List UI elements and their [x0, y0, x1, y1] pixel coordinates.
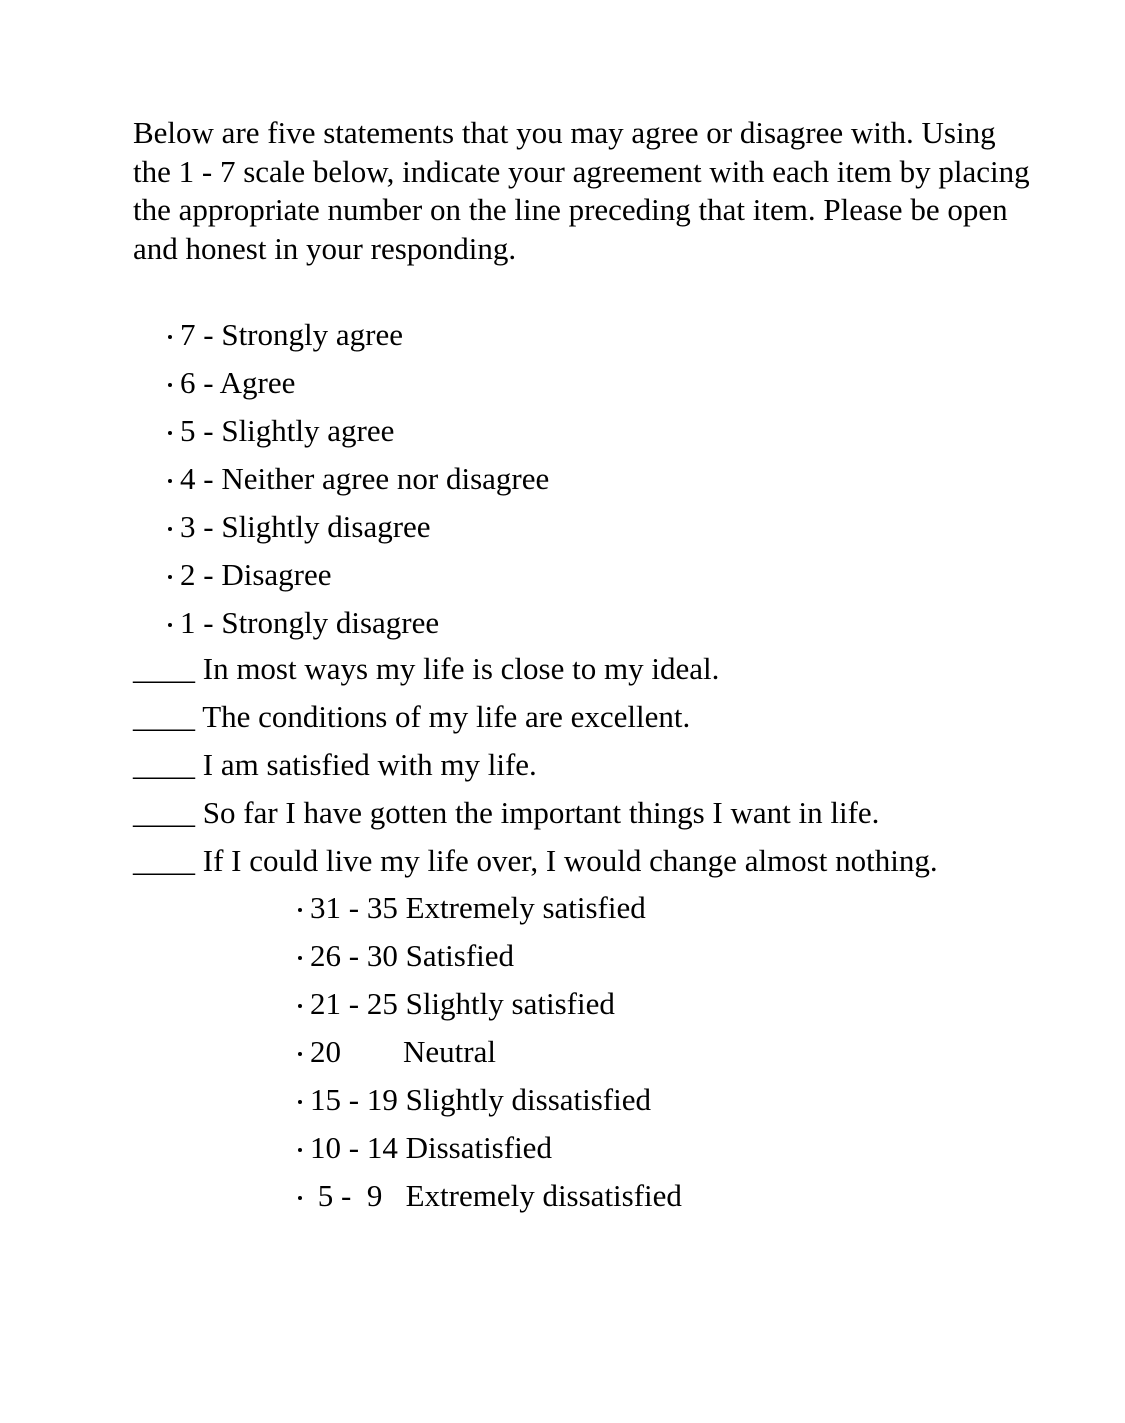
scoring-key-list: [310, 884, 682, 1220]
scoring-item-label: 15 - 19 Slightly dissatisfied: [310, 1082, 651, 1117]
bullet-icon: [168, 383, 172, 387]
statement-item: ____ If I could live my life over, I would change almost nothing.: [133, 843, 938, 878]
bullet-icon: [168, 623, 172, 627]
statement-item: ____ The conditions of my life are excellent.: [133, 699, 691, 734]
scale-item-label: 7 - Strongly agree: [180, 317, 403, 352]
bullet-icon: [168, 431, 172, 435]
instructions-paragraph: Below are five statements that you may agree or disagree with. Using the 1 - 7 scale below, indicate your agreement with each item by placing the appropriate number on the line preceding that item. Please be open and honest in your responding.: [133, 115, 1030, 266]
scale-item-label: 3 - Slightly disagree: [180, 509, 431, 544]
bullet-icon: [298, 1100, 302, 1104]
bullet-icon: [168, 335, 172, 339]
scale-item-label: 6 - Agree: [180, 365, 296, 400]
scale-item-label: 2 - Disagree: [180, 557, 332, 592]
scoring-item-label: 20 Neutral: [310, 1034, 496, 1069]
statement-list: [133, 645, 938, 885]
scoring-item: [310, 1076, 682, 1124]
scale-item: [180, 407, 549, 455]
scale-item: [180, 503, 549, 551]
scale-item-label: 4 - Neither agree nor disagree: [180, 461, 550, 496]
scoring-item: [310, 980, 682, 1028]
bullet-icon: [298, 1052, 302, 1056]
scale-item: [180, 551, 549, 599]
statement-item: ____ I am satisfied with my life.: [133, 747, 537, 782]
scale-item-label: 5 - Slightly agree: [180, 413, 395, 448]
bullet-icon: [298, 1148, 302, 1152]
bullet-icon: [298, 1004, 302, 1008]
scale-item: [180, 359, 549, 407]
scoring-item-label: 26 - 30 Satisfied: [310, 938, 515, 973]
scoring-item: [310, 932, 682, 980]
scoring-item-label: 31 - 35 Extremely satisfied: [310, 890, 646, 925]
scale-item: [180, 455, 549, 503]
scale-item: [180, 311, 549, 359]
bullet-icon: [298, 956, 302, 960]
scoring-item: [310, 1028, 682, 1076]
scoring-item-label: 10 - 14 Dissatisfied: [310, 1130, 552, 1165]
scoring-item: [310, 1124, 682, 1172]
scoring-item: [310, 884, 682, 932]
agreement-scale-list: [180, 311, 549, 647]
scoring-item-label: 5 - 9 Extremely dissatisfied: [310, 1178, 682, 1213]
bullet-icon: [168, 575, 172, 579]
bullet-icon: [168, 479, 172, 483]
scale-item-label: 1 - Strongly disagree: [180, 605, 440, 640]
scoring-item: [310, 1172, 682, 1220]
scoring-item-label: 21 - 25 Slightly satisfied: [310, 986, 615, 1021]
scale-item: [180, 599, 549, 647]
statement-item: ____ So far I have gotten the important things I want in life.: [133, 795, 880, 830]
bullet-icon: [298, 908, 302, 912]
statement-item: ____ In most ways my life is close to my ideal.: [133, 651, 720, 686]
bullet-icon: [168, 527, 172, 531]
bullet-icon: [298, 1196, 302, 1200]
